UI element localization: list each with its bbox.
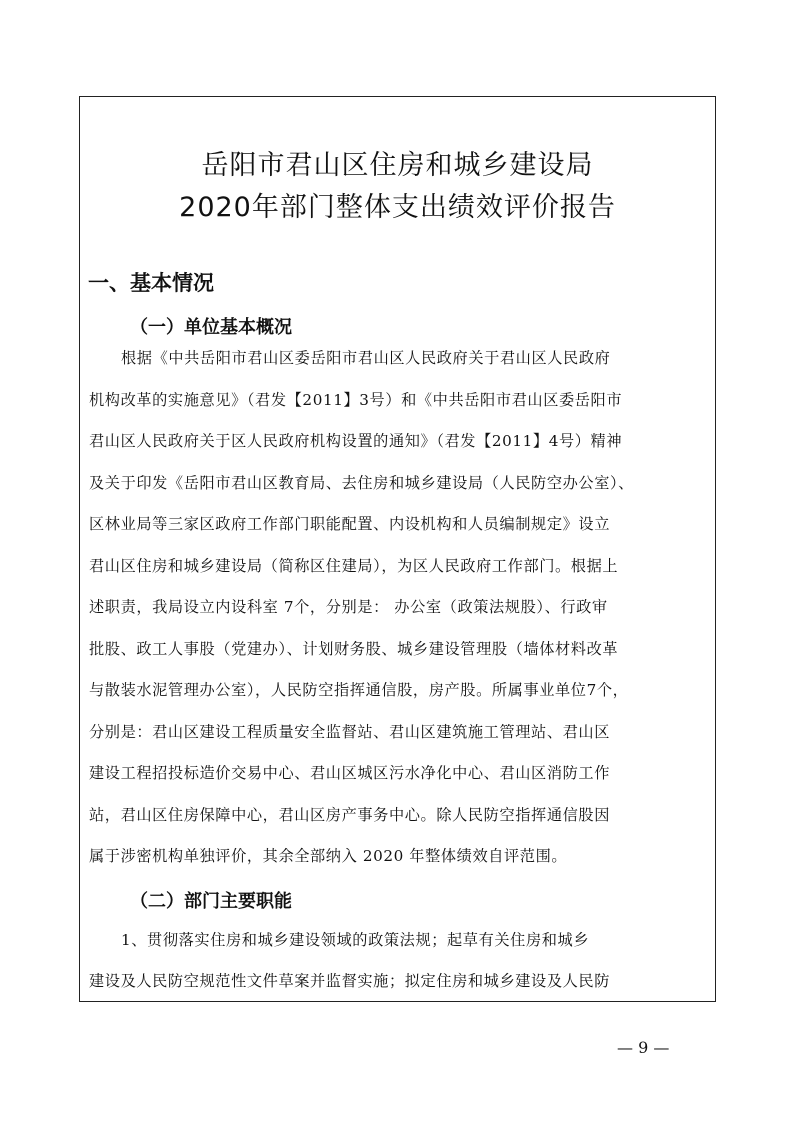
paragraph-1-line: 述职责，我局设立内设科室 7个，分别是： 办公室（政策法规股）、行政审	[89, 598, 608, 616]
paragraph-1-line: 批股、政工人事股（党建办）、计划财务股、城乡建设管理股（墙体材料改革	[89, 640, 619, 658]
paragraph-1-line: 分别是：君山区建设工程质量安全监督站、君山区建筑施工管理站、君山区	[89, 723, 610, 741]
subsection-heading-main-functions: （二）部门主要职能	[130, 891, 292, 912]
subsection-heading-unit-overview: （一）单位基本概况	[130, 317, 292, 338]
paragraph-1-line: 及关于印发《岳阳市君山区教育局、去住房和城乡建设局（人民防空办公室）、	[89, 474, 634, 492]
paragraph-1-line: 根据《中共岳阳市君山区委岳阳市君山区人民政府关于君山区人民政府	[121, 349, 611, 367]
paragraph-1-line: 建设工程招投标造价交易中心、君山区城区污水净化中心、君山区消防工作	[89, 764, 610, 782]
paragraph-1-line: 站，君山区住房保障中心，君山区房产事务中心。除人民防空指挥通信股因	[89, 806, 610, 824]
paragraph-1-line: 君山区人民政府关于区人民政府机构设置的通知》（君发【2011】4号）精神	[89, 432, 623, 450]
paragraph-1-line: 机构改革的实施意见》（君发【2011】3号）和《中共岳阳市君山区委岳阳市	[89, 391, 623, 409]
paragraph-2-line: 1、贯彻落实住房和城乡建设领域的政策法规；起草有关住房和城乡	[121, 931, 590, 949]
page-number: — 9 —	[617, 1038, 670, 1057]
paragraph-1-line: 与散装水泥管理办公室），人民防空指挥通信股，房产股。所属事业单位7个，	[89, 681, 629, 699]
section-heading-basic-info: 一、基本情况	[88, 271, 214, 295]
document-frame	[79, 96, 716, 1002]
paragraph-1-line: 君山区住房和城乡建设局（简称区住建局），为区人民政府工作部门。根据上	[89, 557, 619, 575]
paragraph-1-line: 属于涉密机构单独评价，其余全部纳入 2020 年整体绩效自评范围。	[89, 847, 568, 865]
report-title-line-2: 2020年部门整体支出绩效评价报告	[179, 192, 616, 223]
paragraph-1-line: 区林业局等三家区政府工作部门职能配置、内设机构和人员编制规定》设立	[89, 515, 610, 533]
report-title-line-1: 岳阳市君山区住房和城乡建设局	[201, 150, 594, 181]
paragraph-2-line: 建设及人民防空规范性文件草案并监督实施；拟定住房和城乡建设及人民防	[89, 972, 610, 990]
